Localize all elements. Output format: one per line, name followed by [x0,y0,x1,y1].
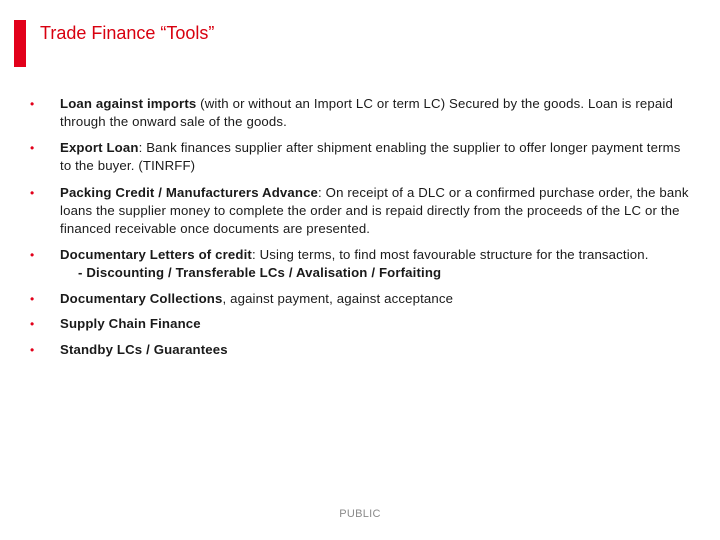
bullet-item-supply-chain-finance [30,315,690,333]
bullet-dot-icon: • [30,248,35,262]
bullet-item-standby-lcs [30,341,690,359]
bullet-item-loan-against-imports [30,95,690,131]
bullet-text: : On receipt of a DLC or a confirmed purchase order, the bank loans the supplier money to complete the order and is repaid directly from the proceeds of the LC or the financed receivable once documents are presented. [60,185,689,236]
bullet-dot-icon: • [30,343,35,357]
bullet-dot-icon: • [30,186,35,200]
bullet-item-packing-credit [30,184,690,238]
bullet-item-export-loan [30,139,690,175]
bullet-subline: - Discounting / Transferable LCs / Avalisation / Forfaiting [78,265,442,280]
bullet-text: : Bank finances supplier after shipment enabling the supplier to offer longer payment terms to the buyer. (TINRFF) [60,140,681,173]
bullet-item-documentary-collections [30,290,690,308]
classification-footer: PUBLIC [339,508,381,520]
bullet-text: : Using terms, to find most favourable structure for the transaction. [251,247,649,262]
bullet-text: , against payment, against acceptance [222,291,454,306]
bullet-dot-icon: • [30,97,35,111]
bullet-heading: Standby LCs / Guarantees [60,342,228,357]
bullet-heading: Loan against imports [60,96,197,111]
bullet-heading: Export Loan [60,140,139,155]
bullet-dot-icon: • [30,141,35,155]
bullet-text: (with or without an Import LC or term LC) Secured by the goods. Loan is repaid through the onward sale of the goods. [60,96,673,129]
bullet-list [30,95,690,359]
slide-title: Trade Finance “Tools” [40,23,215,43]
bullet-dot-icon: • [30,317,35,331]
title-accent-bar [14,20,26,67]
bullet-heading: Supply Chain Finance [60,316,201,331]
bullet-item-documentary-letters-of-credit [30,246,690,282]
bullet-heading: Packing Credit / Manufacturers Advance [60,185,319,200]
bullet-dot-icon: • [30,292,35,306]
bullet-heading: Documentary Letters of credit [60,247,252,262]
bullet-heading: Documentary Collections [60,291,223,306]
